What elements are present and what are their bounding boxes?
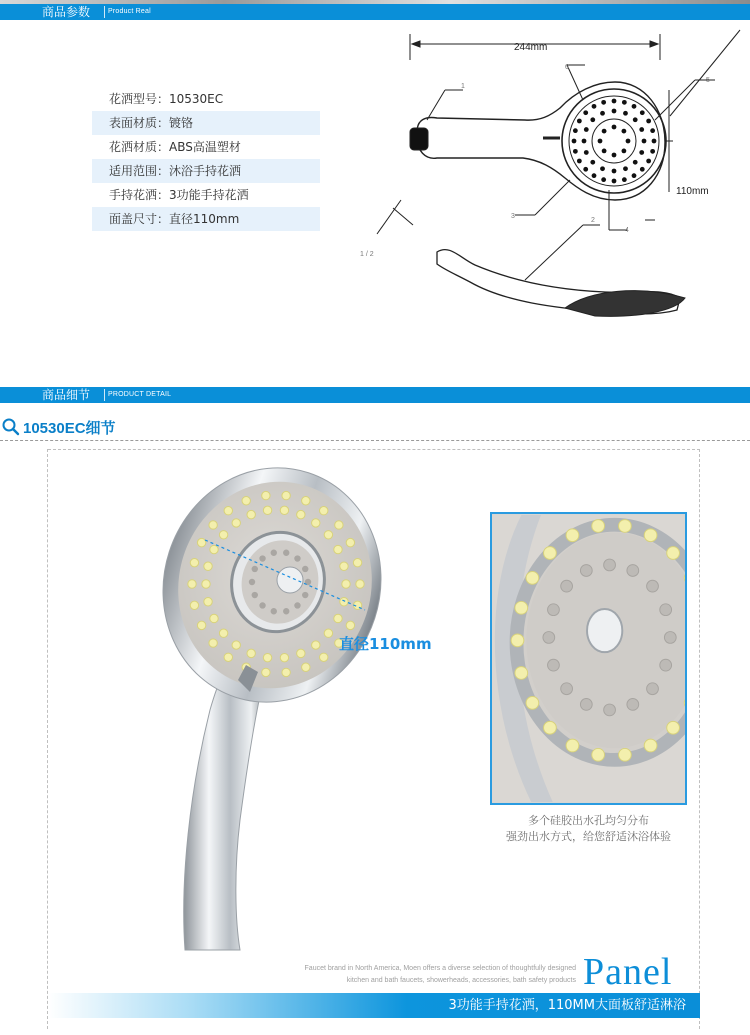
nozzle-dot	[259, 555, 265, 561]
nozzle-dot	[622, 100, 627, 105]
nozzle-dot	[583, 167, 588, 172]
nozzle-dot	[650, 128, 655, 133]
nozzle-dot	[224, 653, 232, 661]
nozzle-dot	[612, 153, 617, 158]
nozzle-dot	[302, 663, 310, 671]
nozzle-dot	[219, 629, 227, 637]
nozzle-dot	[342, 580, 350, 588]
nozzle-dot	[232, 519, 240, 527]
section-title-cn: 商品参数	[42, 5, 91, 19]
nozzle-dot	[621, 129, 626, 134]
drawing-holes	[572, 99, 657, 184]
nozzle-dot	[572, 139, 577, 144]
nozzle-dot	[320, 653, 328, 661]
nozzle-dot	[566, 529, 579, 542]
nozzle-dot	[642, 139, 647, 144]
nozzle-dot	[580, 699, 592, 711]
nozzle-dot	[647, 580, 659, 592]
detail-heading	[2, 416, 116, 438]
nozzle-dot	[242, 497, 250, 505]
nozzle-dot	[601, 100, 606, 105]
nozzle-dot	[262, 668, 270, 676]
spec-table	[92, 87, 320, 231]
nozzle-dot	[561, 683, 573, 695]
nozzle-dot	[280, 506, 288, 514]
nozzle-dot	[204, 562, 212, 570]
nozzle-dot	[612, 169, 617, 174]
nozzle-closeup-image	[490, 512, 687, 805]
nozzle-dot	[526, 697, 539, 710]
nozzle-dot	[584, 127, 589, 132]
nozzle-dot	[252, 566, 258, 572]
nozzle-dot	[544, 547, 557, 560]
section-bar-params	[0, 4, 750, 20]
nozzle-dot	[190, 558, 198, 566]
spec-row-model: 花洒型号：10530EC	[109, 92, 224, 106]
nozzle-dot	[302, 592, 308, 598]
nozzle-dot	[334, 614, 342, 622]
nozzle-dot	[224, 507, 232, 515]
nozzle-dot	[197, 538, 205, 546]
nozzle-dot	[626, 139, 631, 144]
nozzle-dot	[210, 545, 218, 553]
nozzle-dot	[283, 608, 289, 614]
nozzle-dot	[335, 521, 343, 529]
callout-6: 6	[565, 64, 569, 71]
nozzle-dot	[271, 550, 277, 556]
nozzle-dot	[640, 110, 645, 115]
nozzle-dot	[640, 167, 645, 172]
nozzle-dot	[584, 150, 589, 155]
spec-row-surface: 表面材质：镀铬	[92, 111, 320, 135]
section-divider	[104, 6, 105, 18]
nozzle-dot	[646, 119, 651, 124]
drawing-scale-label: 1 / 2	[360, 251, 374, 258]
nozzle-dot	[573, 149, 578, 154]
nozzle-dot	[324, 531, 332, 539]
closeup-caption-2: 强劲出水方式，给您舒适沐浴体验	[506, 830, 671, 843]
nozzle-dot	[600, 111, 605, 116]
callout-2: 2	[591, 217, 595, 224]
nozzle-dot	[623, 166, 628, 171]
nozzle-dot	[544, 721, 557, 734]
nozzle-dot	[297, 649, 305, 657]
section-title-en: PRODUCT DETAIL	[108, 391, 172, 398]
nozzle-dot	[619, 748, 632, 761]
nozzle-dot	[604, 704, 616, 716]
nozzle-dot	[247, 510, 255, 518]
nozzle-dot	[188, 580, 196, 588]
nozzle-dot	[592, 748, 605, 761]
section-title-en: Product Real	[108, 8, 151, 15]
product-showerhead-image	[150, 460, 450, 960]
nozzle-dot	[639, 127, 644, 132]
nozzle-dot	[312, 519, 320, 527]
nozzle-dot	[515, 667, 528, 680]
nozzle-dot	[262, 491, 270, 499]
nozzle-dot	[526, 572, 539, 585]
nozzle-dot	[252, 592, 258, 598]
nozzle-dot	[612, 109, 617, 114]
nozzle-dot	[566, 739, 579, 752]
nozzle-dot	[612, 99, 617, 104]
drawing-length-label: 244mm	[514, 42, 548, 53]
nozzle-dot	[621, 148, 626, 153]
nozzle-dot	[600, 166, 605, 171]
brand-blurb-line-2: kitchen and bath faucets, showerheads, accessories, bath safety products	[346, 977, 576, 984]
nozzle-dot	[604, 559, 616, 571]
nozzle-dot	[356, 580, 364, 588]
nozzle-dot	[667, 547, 680, 560]
nozzle-dot	[627, 699, 639, 711]
divider-dotted	[0, 440, 750, 441]
frame-border-top	[48, 449, 700, 450]
nozzle-dot	[511, 634, 524, 647]
nozzle-dot	[592, 173, 597, 178]
nozzle-dot	[602, 148, 607, 153]
nozzle-dot	[346, 538, 354, 546]
nozzle-dot	[219, 531, 227, 539]
nozzle-dot	[632, 173, 637, 178]
callout-3: 3	[511, 213, 515, 220]
frame-border-right	[699, 449, 700, 1029]
bottom-tagline: 3功能手持花洒，110MM大面板舒适淋浴	[448, 998, 686, 1013]
nozzle-dot	[601, 177, 606, 182]
nozzle-dot	[297, 510, 305, 518]
callout-1: 1	[461, 83, 465, 90]
nozzle-dot	[573, 128, 578, 133]
nozzle-dot	[259, 602, 265, 608]
nozzle-dot	[202, 580, 210, 588]
nozzle-dot	[646, 159, 651, 164]
callout-4: 4	[625, 227, 629, 234]
nozzle-dot	[282, 491, 290, 499]
nozzle-dot	[294, 602, 300, 608]
nozzle-dot	[209, 521, 217, 529]
diameter-callout: 直径110mm	[339, 635, 432, 653]
nozzle-dot	[667, 721, 680, 734]
nozzle-dot	[263, 506, 271, 514]
nozzle-dot	[644, 739, 657, 752]
nozzle-dot	[622, 177, 627, 182]
nozzle-dot	[612, 179, 617, 184]
nozzle-dot	[302, 497, 310, 505]
frame-border-left	[47, 449, 48, 1029]
nozzle-dot	[346, 621, 354, 629]
nozzle-dot	[644, 529, 657, 542]
drawing-diameter-label: 110mm	[676, 186, 709, 197]
nozzle-dot	[583, 110, 588, 115]
closeup-caption-1: 多个硅胶出水孔均匀分布	[528, 814, 649, 827]
nozzle-dot	[577, 159, 582, 164]
section-title-cn: 商品细节	[42, 388, 91, 402]
nozzle-dot	[590, 117, 595, 122]
nozzle-dot	[190, 601, 198, 609]
callout-5: 5	[706, 77, 710, 84]
nozzle-dot	[592, 520, 605, 533]
nozzle-dot	[647, 683, 659, 695]
nozzle-dot	[598, 139, 603, 144]
nozzle-dot	[660, 659, 672, 671]
nozzle-dot	[294, 555, 300, 561]
nozzle-dot	[197, 621, 205, 629]
nozzle-dot	[271, 608, 277, 614]
nozzle-dot	[632, 104, 637, 109]
nozzle-dot	[548, 659, 560, 671]
nozzle-dot	[633, 117, 638, 122]
closeup-face	[492, 514, 685, 803]
section-bar-detail	[0, 387, 750, 403]
bottom-tagline-bar	[48, 993, 700, 1018]
nozzle-dot	[340, 562, 348, 570]
nozzle-dot	[232, 641, 240, 649]
nozzle-dot	[652, 139, 657, 144]
nozzle-dot	[612, 125, 617, 130]
nozzle-dot	[664, 632, 676, 644]
nozzle-dot	[324, 629, 332, 637]
nozzle-dot	[577, 119, 582, 124]
nozzle-dot	[561, 580, 573, 592]
nozzle-dot	[263, 653, 271, 661]
nozzle-dot	[283, 550, 289, 556]
nozzle-dot	[650, 149, 655, 154]
nozzle-dot	[590, 160, 595, 165]
search-icon	[2, 418, 20, 436]
nozzle-dot	[515, 601, 528, 614]
nozzle-dot	[660, 604, 672, 616]
spec-row-functions: 手持花洒：3功能手持花洒	[109, 188, 249, 202]
nozzle-dot	[249, 579, 255, 585]
section-divider	[104, 389, 105, 401]
nozzle-dot	[602, 129, 607, 134]
nozzle-dot	[312, 641, 320, 649]
nozzle-dot	[582, 139, 587, 144]
nozzle-dot	[623, 111, 628, 116]
nozzle-dot	[353, 558, 361, 566]
nozzle-dot	[340, 598, 348, 606]
nozzle-dot	[302, 566, 308, 572]
spec-row-size: 面盖尺寸：直径110mm	[92, 207, 320, 231]
nozzle-dot	[210, 614, 218, 622]
nozzle-dot	[633, 160, 638, 165]
nozzle-dot	[209, 639, 217, 647]
panel-title: Panel	[583, 951, 673, 993]
nozzle-dot	[204, 598, 212, 606]
spec-row-usage: 适用范围：沐浴手持花洒	[92, 159, 320, 183]
nozzle-dot	[580, 565, 592, 577]
nozzle-dot	[334, 545, 342, 553]
nozzle-dot	[627, 565, 639, 577]
spec-row-material: 花洒材质：ABS高温塑材	[109, 140, 241, 154]
nozzle-dot	[247, 649, 255, 657]
nozzle-dot	[548, 604, 560, 616]
nozzle-dot	[320, 507, 328, 515]
nozzle-dot	[619, 520, 632, 533]
nozzle-dot	[280, 653, 288, 661]
brand-blurb-line-1: Faucet brand in North America, Moen offers a diverse selection of thoughtfully designed	[304, 965, 576, 972]
nozzle-dot	[543, 632, 555, 644]
nozzle-dot	[639, 150, 644, 155]
nozzle-dot	[282, 668, 290, 676]
technical-drawing	[355, 20, 750, 340]
detail-heading-text: 10530EC细节	[23, 419, 116, 437]
nozzle-dot	[592, 104, 597, 109]
